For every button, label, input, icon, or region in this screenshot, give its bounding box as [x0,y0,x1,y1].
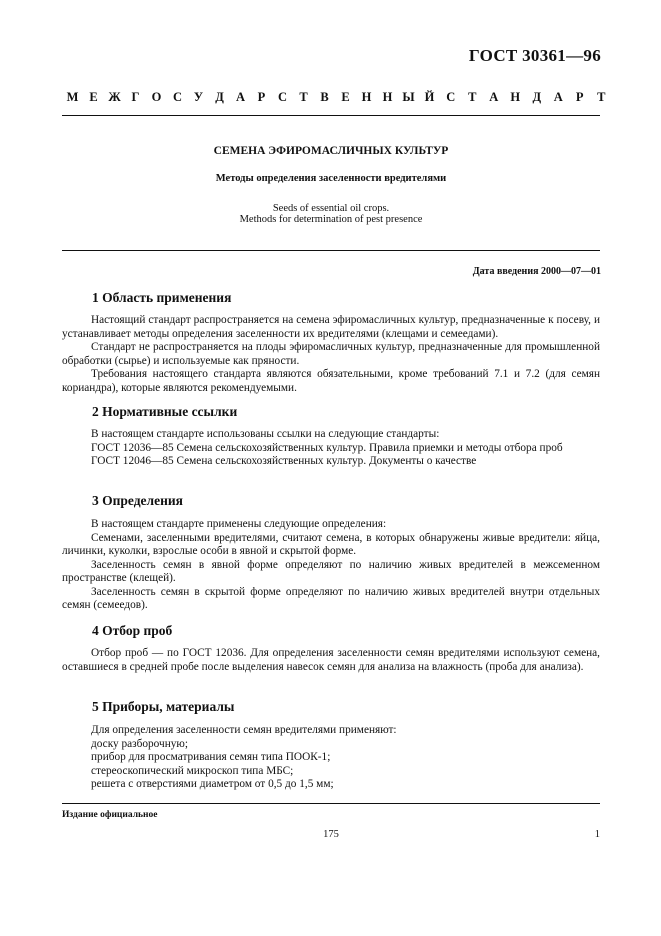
banner-letter: Ж [108,90,121,104]
english-title-line2: Methods for determination of pest presence [239,214,423,225]
banner-letter: О [151,90,162,104]
section-3-definition: Семенами, заселенными вредителями, считают семена, в которых обнаружены живые вредители: яйца, личинки, куколки, взрослые особи в явной и скрытой форме. [62,531,600,557]
banner-letter: С [277,90,288,104]
section-1-paragraph: Требования настоящего стандарта являются обязательными, кроме требований 7.1 и 7.2 (для семян кориандра), которые являются рекомендуемыми. [62,368,600,394]
section-5-body [62,724,600,792]
section-2-reference: ГОСТ 12036—85 Семена сельскохозяйственных культур. Правила приемки и методы отбора проб [91,441,563,454]
section-1-paragraph: Настоящий стандарт распространяется на семена эфиромасличных культур, предназначенные к посеву, и устанавливает методы определения заселенности их вредителями (клещами и семеедами). [62,314,600,340]
english-title-line1: Seeds of essential oil crops. [272,203,390,214]
banner-letter: Й [424,90,435,104]
banner-letter: Н [361,90,372,104]
banner-word-standard [440,90,612,105]
banner-letter: Р [575,90,584,104]
banner-letter: М [66,90,79,104]
banner-letter: Н [382,90,393,104]
section-2-heading: 2 Нормативные ссылки [92,404,238,419]
banner-letter: С [446,90,456,104]
section-4-heading: 4 Отбор проб [92,623,173,638]
sheet-number: 1 [594,829,600,840]
banner-letter: Е [89,90,98,104]
banner-letter: Д [532,90,542,104]
equipment-list-item: стереоскопический микроскоп типа МБС; [91,764,294,777]
section-1-heading: 1 Область применения [92,290,232,305]
equipment-list-item: решета с отверстиями диаметром от 0,5 до 1,5 мм; [91,778,334,790]
english-title [62,203,600,225]
title-divider [62,250,600,251]
section-2-paragraph: В настоящем стандарте использованы ссылки на следующие стандарты: [91,428,440,440]
header-divider [62,115,600,116]
section-1-paragraph: Стандарт не распространяется на плоды эфиромасличных культур, предназначенные для промышленной обработки (сырье) и используемые как пряности. [62,341,600,367]
section-5-heading: 5 Приборы, материалы [92,699,235,714]
banner-letter: Е [341,90,350,104]
section-4-body [62,647,600,674]
section-4-paragraph: Отбор проб — по ГОСТ 12036. Для определения заселенности семян вредителями используют семена, оставшиеся в средней пробе после выделения навесок семян для анализа на влажность (проба для анализа). [62,647,600,673]
banner-letter: Т [597,90,606,104]
document-code: ГОСТ 30361—96 [468,46,601,65]
equipment-list-item: доску разборочную; [91,737,188,750]
section-1-body [62,314,600,395]
banner-letter: В [320,90,329,104]
document-subtitle: Методы определения заселенности вредителями [215,173,447,184]
banner-letter: С [172,90,183,104]
banner-letter: А [553,90,563,104]
banner-letter: А [489,90,499,104]
footer-divider [62,803,600,804]
section-3-definition: Заселенность семян в скрытой форме определяют по наличию живых вредителей внутри отдельных семян (семеедов). [62,585,600,611]
official-edition-label: Издание официальное [62,810,158,820]
page-number: 175 [323,829,339,840]
banner-letter: Н [510,90,521,104]
banner-letter: Т [299,90,308,104]
banner-letter: Ы [402,90,415,104]
section-2-reference: ГОСТ 12046—85 Семена сельскохозяйственных культур. Документы о качестве [91,455,477,467]
banner-letter: Т [468,90,477,104]
interstate-standard-banner [62,90,606,105]
section-3-heading: 3 Определения [92,493,183,508]
section-2-body [62,428,600,469]
section-5-paragraph: Для определения заселенности семян вредителями применяют: [91,724,397,736]
equipment-list-item: прибор для просматривания семян типа ПООК-1; [91,751,331,763]
banner-letter: Д [215,90,224,104]
document-title: СЕМЕНА ЭФИРОМАСЛИЧНЫХ КУЛЬТУР [213,145,449,157]
banner-word-interstate [62,90,440,105]
section-3-body [62,518,600,613]
banner-letter: Р [257,90,266,104]
section-3-definition: Заселенность семян в явной форме определяют по наличию живых вредителей в межсеменном пространстве (клещей). [62,558,600,584]
banner-letter: А [235,90,246,104]
introduction-date: Дата введения 2000—07—01 [472,266,601,277]
banner-letter: У [193,90,204,104]
section-3-paragraph: В настоящем стандарте применены следующие определения: [91,518,387,530]
banner-letter: Г [131,90,140,104]
